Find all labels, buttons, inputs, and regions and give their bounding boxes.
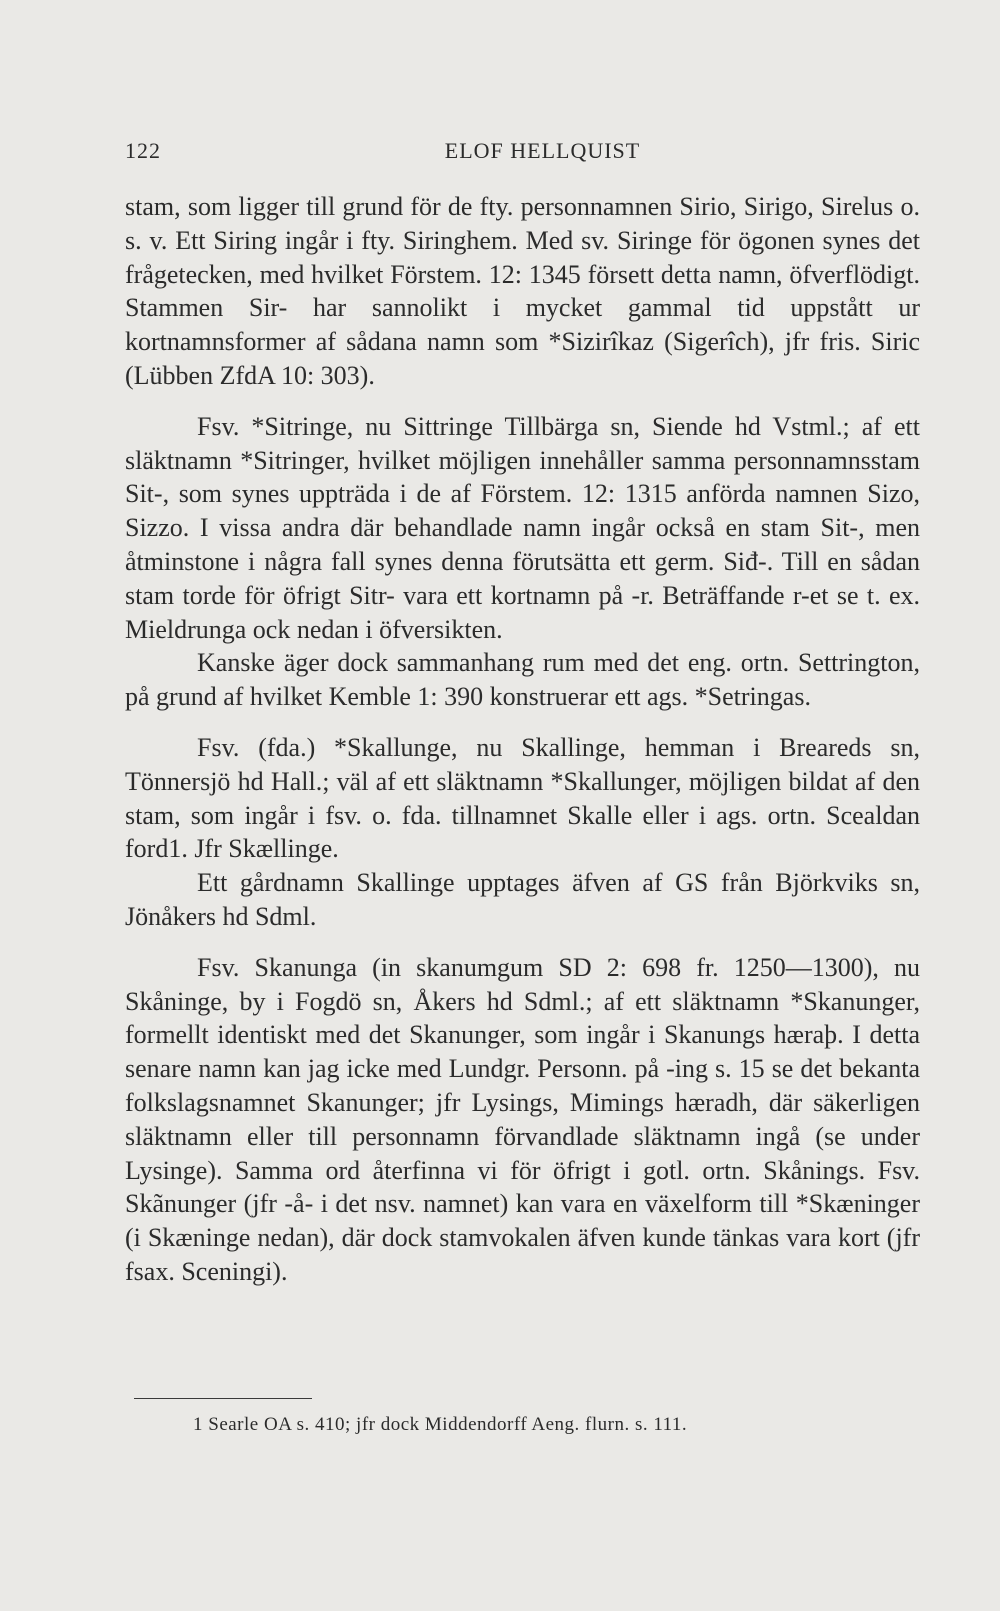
paragraph-skanunga: Fsv. Skanunga (in skanumgum SD 2: 698 fr. 1250—1300), nu Skåninge, by i Fogdö sn, Åkers hd Sdml.; af ett släktnamn *Skanunger, formellt identiskt med det Skanunger, som ingår i Skanungs hæraþ. I detta senare namn kan jag icke med Lundgr. Personn. på -ing s. 15 se det bekanta folkslagsnamnet Skanunger; jfr Lysings, Mimings hæradh, där säkerligen släktnamn eller till personnamn förvandlade släktnamn ingå (se under Lysinge). Samma ord återfinna vi för öfrigt i gotl. ortn. Skånings. Fsv. Skãnunger (jfr -å- i det nsv. namnet) kan vara en växelform till *Skæninger (i Skæninge nedan), där dock stamvokalen äfven kunde tänkas vara kort (jfr fsax. Sceningi). [125,952,920,1286]
body-text [125,190,920,1289]
paragraph-sitringe: Fsv. *Sitringe, nu Sittringe Tillbärga sn, Siende hd Vstml.; af ett släktnamn *Sitringer, hvilket möjligen innehåller samma personnamnsstam Sit-, som synes uppträda i de af Förstem. 12: 1315 anförda namnen Sizo, Sizzo. I vissa andra där behandlade namn ingår också en stam Sit-, men åtminstone i några fall synes denna förutsätta ett germ. Siđ-. Till en sådan stam torde för öfrigt Sitr- vara ett kortnamn på -r. Beträffande r-et se t. ex. Mieldrunga ock nedan i öfversikten. [125,411,920,644]
footnote-divider [134,1398,312,1399]
page-header [125,138,920,170]
paragraph-siringe-continued: stam, som ligger till grund för de fty. personnamnen Sirio, Sirigo, Sirelus o. s. v. Ett Siring ingår i fty. Siringhem. Med sv. Siringe för ögonen synes det frågetecken, med hvilket Förstem. 12: 1345 försett detta namn, öfverflödigt. Stammen Sir- har sannolikt i mycket gammal tid uppstått ur kortnamnsformer af sådana namn som *Sizirîkaz (Sigerîch), jfr fris. Siric (Lübben ZfdA 10: 303). [125,192,920,390]
footnote: 1 Searle OA s. 410; jfr dock Middendorff Aeng. flurn. s. 111. [193,1414,688,1435]
paragraph-skallinge-gardnamn: Ett gårdnamn Skallinge upptages äfven af GS från Björkviks sn, Jönåkers hd Sdml. [125,868,920,931]
page-number: 122 [125,138,161,163]
running-title: ELOF HELLQUIST [444,138,641,163]
paragraph-settrington: Kanske äger dock sammanhang rum med det eng. ortn. Settrington, på grund af hvilket Kemble 1: 390 konstruerar ett ags. *Setringas. [125,648,920,712]
paragraph-skallunge: Fsv. (fda.) *Skallunge, nu Skallinge, hemman i Breareds sn, Tönnersjö hd Hall.; väl af ett släktnamn *Skallunger, möjligen bildat af den stam, som ingår i fsv. o. fda. tillnamnet Skalle eller i ags. ortn. Scealdan ford1. Jfr Skællinge. [125,732,920,864]
